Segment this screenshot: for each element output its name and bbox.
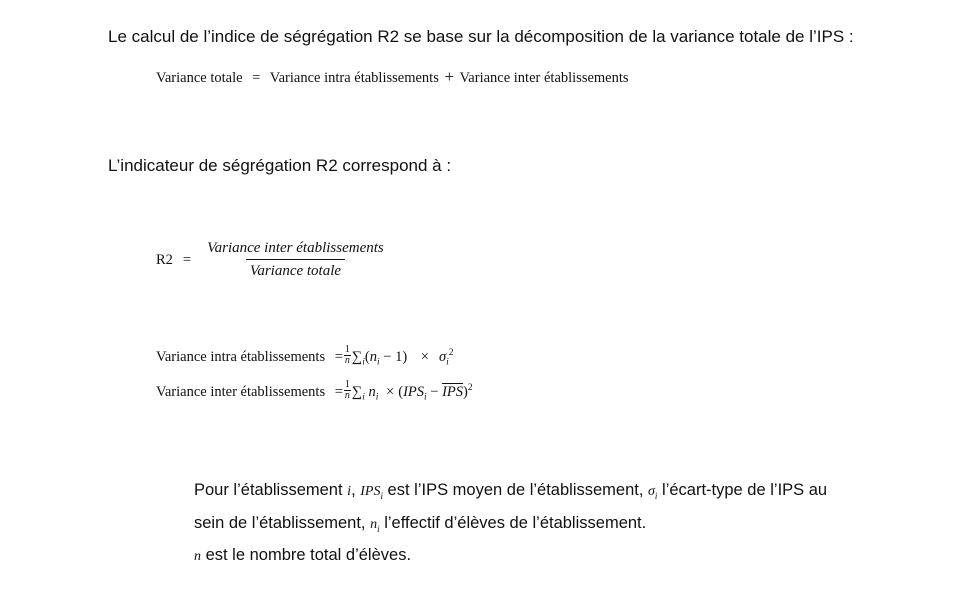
inter-frac-num: 1 [344, 379, 350, 390]
intra-fraction [344, 345, 351, 366]
inter-label: Variance inter établissements [156, 383, 326, 400]
symbol-n: n [194, 549, 201, 564]
eq1-equals: = [252, 70, 261, 86]
inter-frac-den: n [344, 390, 350, 401]
intro-text: Le calcul de l’indice de ségrégation R2 se base sur la décomposition de la variance totale de l’IPS : [108, 27, 854, 46]
intra-open-paren: ( [364, 348, 370, 365]
total-students-text: n est le nombre total d’élèves. [194, 546, 412, 564]
symbol-sigma: $\sigma_i$ [648, 484, 658, 501]
intra-frac-den: n [344, 355, 350, 366]
intra-label: Variance intra établissements [156, 348, 326, 365]
eq1-plus: + [444, 67, 455, 86]
intra-times: × [420, 348, 429, 365]
r2-equals: = [182, 251, 192, 268]
inter-minus: − [426, 383, 443, 400]
inter-sum-symbol: ∑ [351, 383, 363, 400]
definitions-line-1: Pour l’établissement i, $IPS_i$ est l’IPS moyen de l’établissement, $\sigma_i$ l’écart-type de l’IPS au [194, 481, 828, 501]
definitions-paragraph [194, 477, 827, 543]
r2-formula [156, 240, 388, 280]
inter-square: 2 [467, 383, 473, 393]
symbol-i: i [347, 484, 352, 499]
intra-minus-one: − 1) [379, 348, 408, 365]
inter-variance-formula: Variance inter établissements = $\frac{1}{n}$ $\sum_i$ $n_i \times (IPS_i - \overline{IPS})^2$ [156, 379, 473, 403]
inter-close-paren: ) [463, 383, 468, 400]
symbol-n-i: $n_i$ [370, 516, 380, 534]
r2-denominator: Variance totale [246, 259, 345, 280]
inter-times: × [386, 383, 395, 400]
eq1-left: Variance totale [156, 70, 243, 86]
intra-variance-formula: Variance intra établissements = $\frac{1}{n}$ $\sum_i(n_i - 1) \times \sigma_i^2$ [156, 344, 454, 368]
inter-n: n [368, 383, 376, 400]
eq1-term1: Variance intra établissements [269, 70, 439, 86]
inter-fraction [344, 380, 351, 401]
inter-open-paren: ( [398, 383, 404, 400]
eq1-term2: Variance inter établissements [459, 70, 629, 86]
indicator-text: L’indicateur de ségrégation R2 correspond à : [108, 156, 452, 175]
intra-sigma: σ [438, 348, 447, 365]
intra-sum-symbol: ∑ [351, 348, 363, 365]
inter-sum-index: i [362, 392, 365, 403]
variance-decomposition-equation [156, 67, 629, 87]
inter-ips-mean: $\overline{IPS}$ [442, 383, 464, 400]
intra-sum-index: i [362, 357, 365, 368]
symbol-ips: $IPS_i$ [360, 484, 383, 501]
intra-frac-num: 1 [344, 344, 350, 355]
r2-numerator: Variance inter établissements [207, 240, 384, 256]
definitions-line-2: sein de l’établissement, $n_i$ l’effectif d’élèves de l’établissement. [194, 513, 647, 534]
r2-fraction [203, 240, 388, 280]
intra-square: 2 [448, 348, 454, 358]
inter-ips: IPS [403, 383, 425, 400]
intra-n: n [369, 348, 377, 365]
r2-label: R2 [156, 251, 173, 268]
